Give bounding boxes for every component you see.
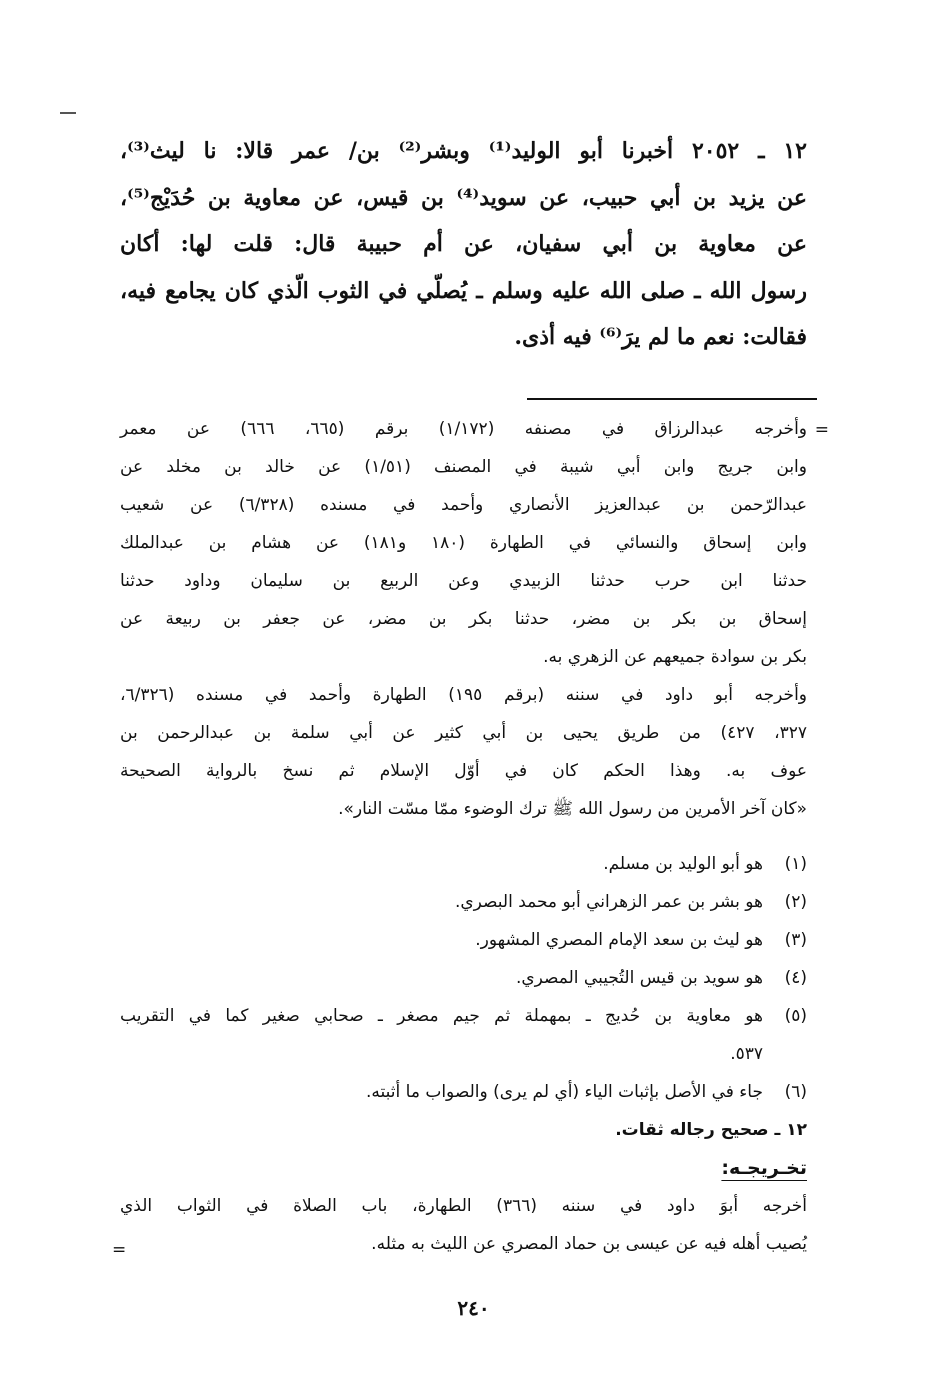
note-line: وابن إسحاق والنسائي في الطهارة (١٨٠ و١٨١) عن هشام بن عبدالملك: [120, 533, 807, 553]
footnote-number: (٣): [784, 930, 807, 950]
footnote-number: (٤): [784, 968, 807, 988]
note-line: عوف به. وهذا الحكم كان في أوّل الإسلام ثم نسخ بالرواية الصحيحة: [120, 761, 807, 781]
footnote: [120, 845, 807, 883]
takhrij-body: [120, 1187, 807, 1263]
footnote-continuation: [120, 1035, 807, 1073]
footnote-text: هو بشر بن عمر الزهراني أبو محمد البصري.: [454, 892, 763, 912]
hadith-line: عن يزيد بن أبي حبيب، عن سويد⁽⁴⁾ بن قيس، عن معاوية بن حُدَيْج⁽⁵⁾،: [120, 184, 807, 211]
footnote-text: جاء في الأصل بإثبات الياء (أي لم يرى) والصواب ما أثبته.: [366, 1082, 763, 1102]
hadith-text: [120, 128, 807, 361]
note-line: ٣٢٧، ٤٢٧) من طريق يحيى بن أبي كثير عن أبي سلمة بن عبدالرحمن بن: [120, 723, 807, 743]
continuation-mark: =: [814, 420, 829, 440]
note-line: وأخرجه عبدالرزاق في مصنفه (١/١٧٢) برقم (٦٦٥، ٦٦٦) عن معمر: [120, 419, 807, 439]
note-line: وأخرجه أبو داود في سننه (برقم ١٩٥) الطهارة وأحمد في مسنده (٦/٣٢٦،: [120, 685, 808, 705]
footnote-indent: [763, 1035, 807, 1073]
note-line: بكر بن سوادة جميعهم عن الزهري به.: [543, 647, 807, 667]
takhrij-heading: تخـريجـه:: [721, 1157, 807, 1179]
footnote-number: (٥): [784, 1006, 807, 1026]
scan-mark: [60, 112, 76, 114]
hadith-grading: ١٢ ـ صحيح رجاله ثقات.: [615, 1120, 807, 1140]
footnote-text: هو ليث بن سعد الإمام المصري المشهور.: [475, 930, 763, 950]
hadith-line: فقالت: نعم ما لم يرَ⁽⁶⁾ فيه أذى.: [514, 324, 807, 350]
takhrij-line: أخرجه أبوَ داود في سننه (٣٦٦) الطهارة، باب الصلاة في الثواب الذي: [120, 1196, 807, 1216]
note-line: وابن جريج وابن أبي شيبة في المصنف (١/٥١) عن خالد بن مخلد عن: [120, 457, 807, 477]
note-line: إسحاق بن بكر بن مضر، حدثنا بكر بن مضر، عن جعفر بن ربيعة عن: [120, 609, 807, 629]
footnote-text: هو سويد بن قيس التُجيبي المصري.: [515, 968, 763, 988]
footnote: [120, 921, 807, 959]
footnote: [120, 883, 807, 921]
hadith-line: رسول الله ـ صلى الله عليه وسلم ـ يُصلّي في الثوب الّذي كان يجامع فيه،: [120, 277, 807, 304]
hadith-line: ١٢ ـ ٢٠٥٢ أخبرنا أبو الوليد⁽¹⁾ وبشر⁽²⁾ بن/ عمر قالا: نا ليث⁽³⁾،: [120, 138, 807, 164]
footnote-text: هو أبو الوليد بن مسلم.: [603, 854, 763, 874]
footnote-number: (٦): [784, 1082, 807, 1102]
note-line: عبدالرّحمن بن عبدالعزيز الأنصاري وأحمد في مسنده (٦/٣٢٨) عن شعيب: [120, 495, 807, 515]
footnote-text: ٥٣٧.: [730, 1044, 763, 1064]
footnote-separator: [527, 398, 817, 400]
note-line: حدثنا ابن حرب حدثنا الزبيدي وعن الربيع بن سليمان وداود حدثنا: [120, 571, 807, 591]
footnote-text: هو معاوية بن حُديج ـ بمهملة ثم جيم مصغر ـ صحابي صغير كما في التقريب: [120, 1006, 763, 1026]
footnote: [120, 997, 807, 1035]
takhrij-line: يُصيب أهله فيه عن عيسى بن حماد المصري عن الليث به مثله.: [371, 1234, 807, 1254]
footnotes: [120, 845, 807, 1263]
note-line: «كان آخر الأمرين من رسول الله ﷺ ترك الوضوء ممّا مسّت النار».: [338, 799, 807, 819]
footnote-number: (١): [784, 854, 807, 874]
footnote-number: (٢): [784, 892, 807, 912]
footnote: [120, 1073, 807, 1111]
footnote: [120, 959, 807, 997]
hadith-line: عن معاوية بن أبي سفيان، عن أم حبيبة قال: قلت لها: أكان: [120, 231, 807, 257]
continuation-mark: =: [112, 1240, 127, 1260]
page-number: ٢٤٠: [457, 1296, 490, 1320]
previous-footnote-continuation: [120, 410, 807, 828]
